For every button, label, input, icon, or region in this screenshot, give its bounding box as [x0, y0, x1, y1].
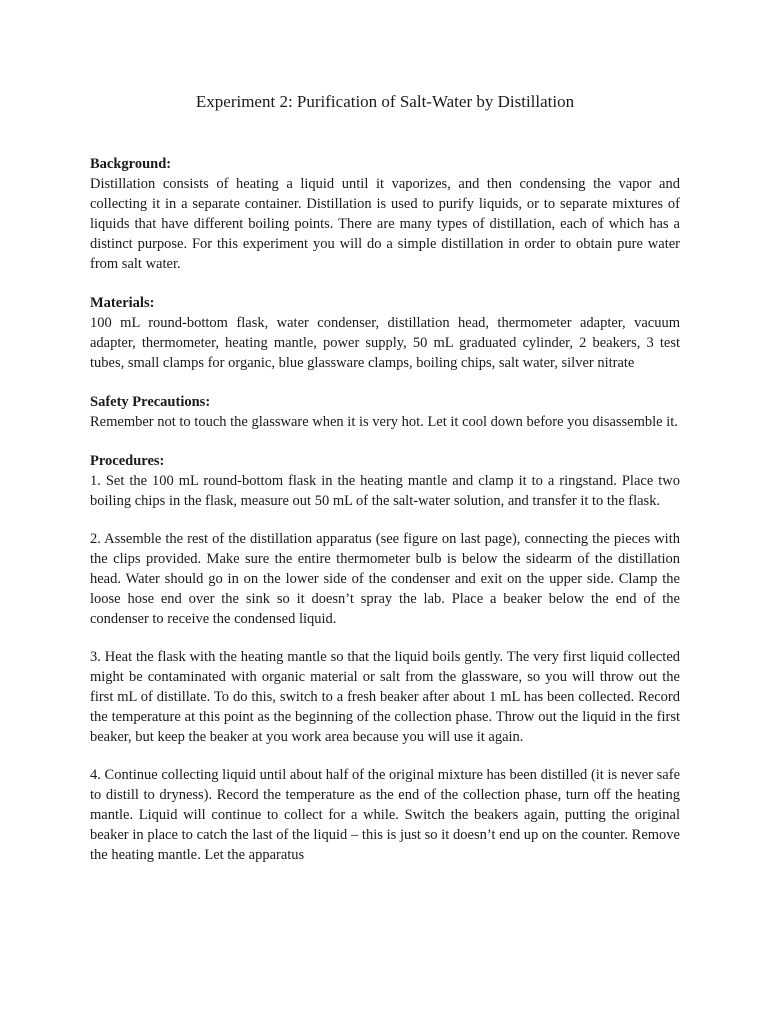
materials-section	[90, 293, 680, 373]
materials-heading: Materials:	[90, 295, 155, 311]
procedure-step: 4. Continue collecting liquid until about half of the original mixture has been distilled (it is never safe to distill to dryness). Record the temperature as the end of the collection phase, turn off the heating mantle. Liquid will continue to collect for a while. Switch the beakers again, putting the original beaker in place to catch the last of the liquid – this is just so it doesn’t end up on the counter. Remove the heating mantle. Let the apparatus	[90, 767, 680, 863]
background-text: Distillation consists of heating a liquid until it vaporizes, and then condensing the vapor and collecting it in a separate container. Distillation is used to purify liquids, or to separate mixtures of liquids that have different boiling points. There are many types of distillation, each of which has a distinct purpose. For this experiment you will do a simple distillation in order to obtain pure water from salt water.	[90, 176, 680, 272]
procedure-step: 2. Assemble the rest of the distillation apparatus (see figure on last page), connecting the pieces with the clips provided. Make sure the entire thermometer bulb is below the sidearm of the distillation head. Water should go in on the lower side of the condenser and exit on the upper side. Clamp the loose hose end over the sink so it doesn’t spray the lab. Place a beaker below the end of the condenser to receive the condensed liquid.	[90, 531, 680, 627]
procedure-step: 1. Set the 100 mL round-bottom flask in the heating mantle and clamp it to a ringstand. Place two boiling chips in the flask, measure out 50 mL of the salt-water solution, and transfer it to the flask.	[90, 473, 680, 509]
background-heading: Background:	[90, 156, 172, 172]
safety-section	[90, 392, 680, 432]
procedures-heading: Procedures:	[90, 453, 165, 469]
procedure-step: 3. Heat the flask with the heating mantle so that the liquid boils gently. The very first liquid collected might be contaminated with organic material or salt from the glassware, so you will throw out the first mL of distillate. To do this, switch to a fresh beaker after about 1 mL has been collected. Record the temperature at this point as the beginning of the collection phase. Throw out the liquid in the first beaker, but keep the beaker at you work area because you will use it again.	[90, 649, 680, 745]
safety-heading: Safety Precautions:	[90, 394, 211, 410]
background-section	[90, 154, 680, 274]
document-page	[90, 90, 680, 884]
page-title: Experiment 2: Purification of Salt-Water by Distillation	[195, 92, 575, 111]
safety-text: Remember not to touch the glassware when it is very hot. Let it cool down before you disassemble it.	[90, 414, 678, 430]
materials-text: 100 mL round-bottom flask, water condenser, distillation head, thermometer adapter, vacuum adapter, thermometer, heating mantle, power supply, 50 mL graduated cylinder, 2 beakers, 3 test tubes, small clamps for organic, blue glassware clamps, boiling chips, salt water, silver nitrate	[90, 315, 680, 371]
procedures-section	[90, 451, 680, 865]
